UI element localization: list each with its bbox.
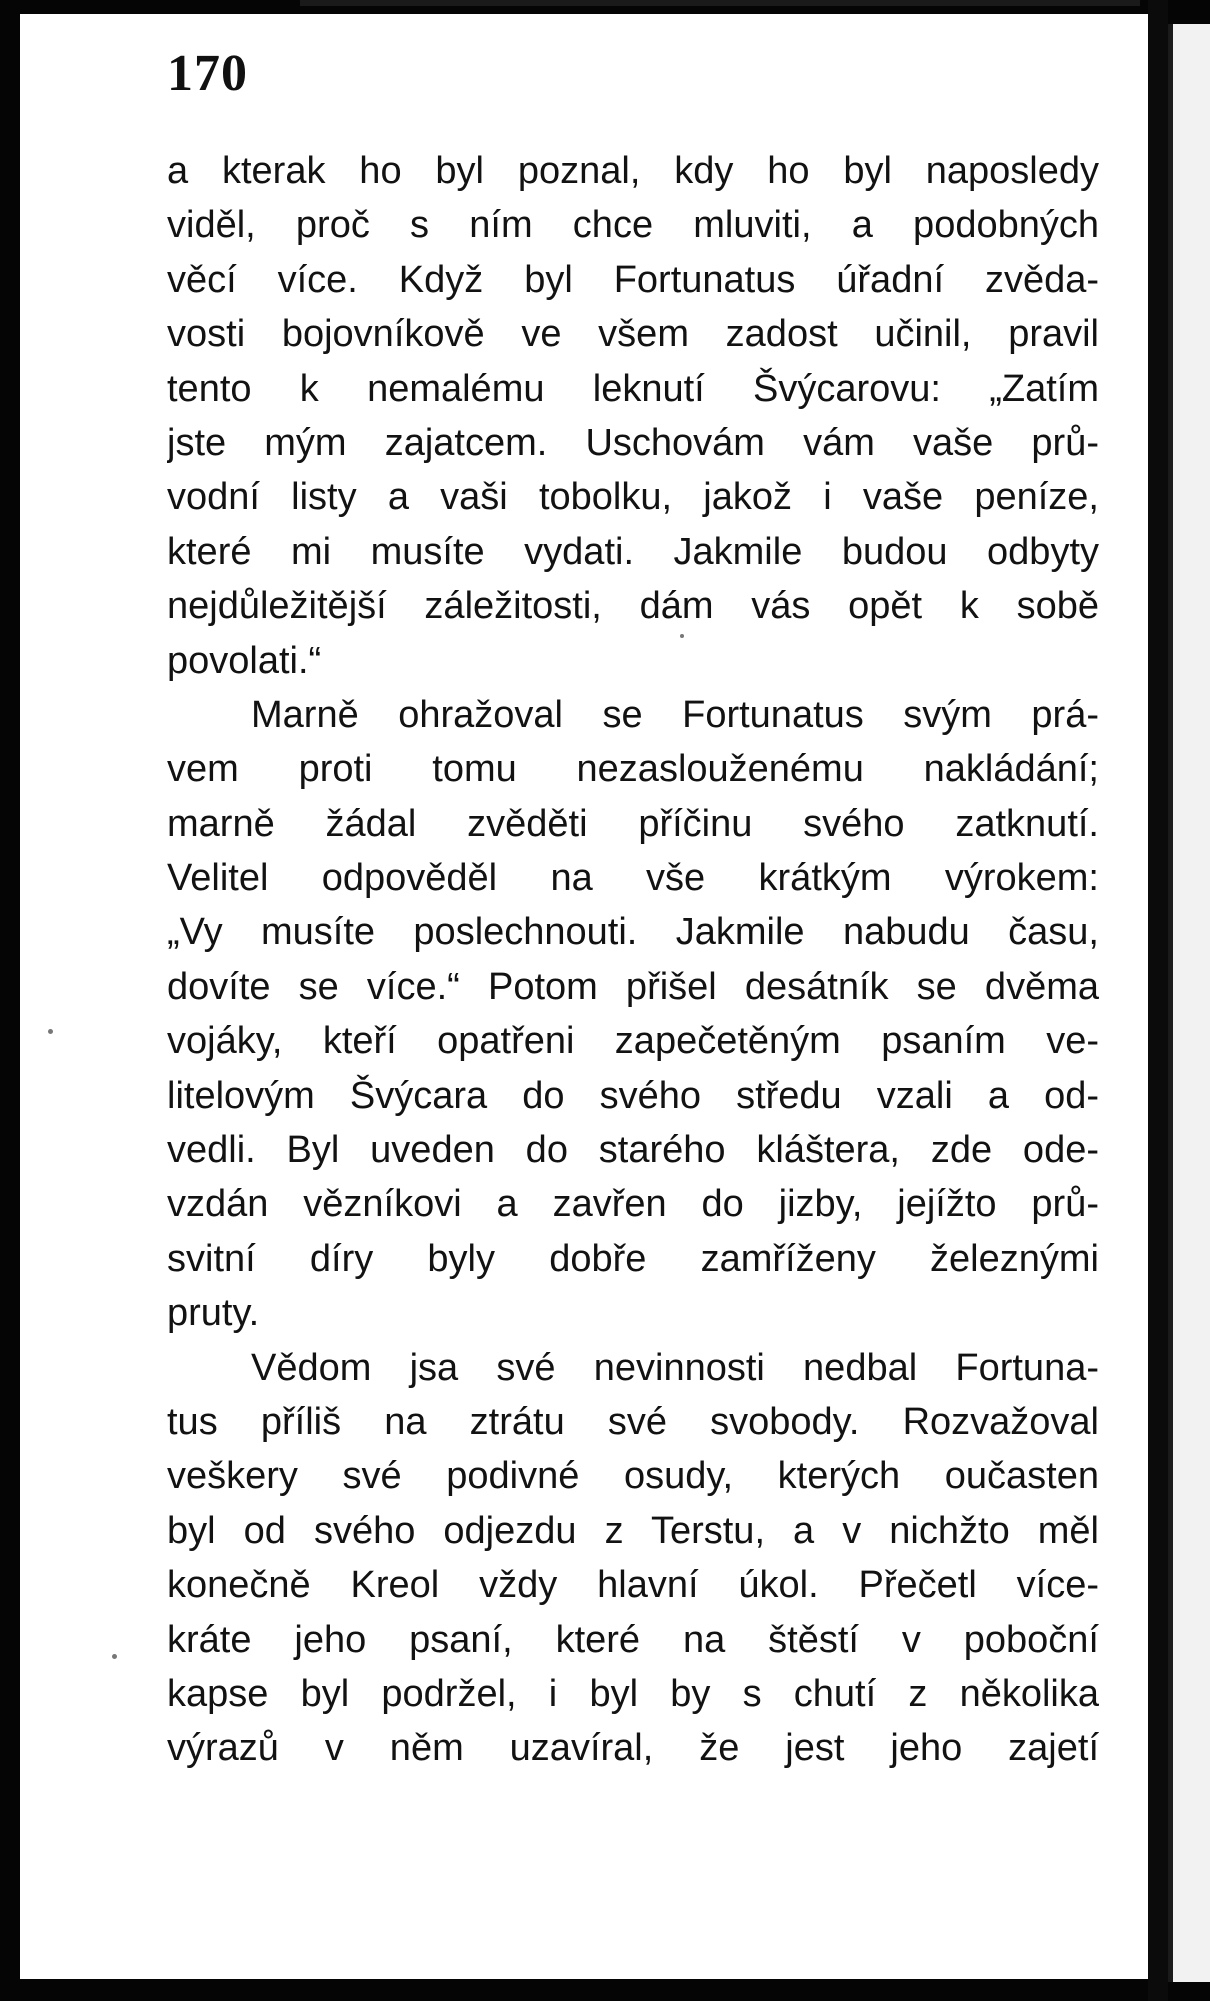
- text-line: marně žádal zvěděti příčinu svého zatknutí.: [167, 802, 1099, 845]
- text-line: pruty.: [167, 1292, 260, 1335]
- text-line: vosti bojovníkově ve všem zadost učinil, pravil: [167, 313, 1099, 356]
- text-line: které mi musíte vydati. Jakmile budou odbyty: [167, 530, 1099, 573]
- text-line: jste mým zajatcem. Uschovám vám vaše prů-: [167, 421, 1099, 464]
- text-line: vojáky, kteří opatřeni zapečetěným psaním ve-: [167, 1020, 1099, 1063]
- text-line: litelovým Švýcara do svého středu vzali a od-: [167, 1074, 1099, 1117]
- text-line: konečně Kreol vždy hlavní úkol. Přečetl více-: [167, 1564, 1099, 1607]
- text-line: kapse byl podržel, i byl by s chutí z několika: [167, 1672, 1099, 1715]
- text-line: vem proti tomu nezaslouženému nakládání;: [167, 748, 1099, 791]
- paper-speck: [112, 1654, 117, 1659]
- text-line: kráte jeho psaní, které na štěstí v poboční: [167, 1618, 1099, 1661]
- text-line: tento k nemalému leknutí Švýcarovu: „Zatím: [167, 367, 1099, 410]
- page-number: 170: [167, 45, 248, 102]
- paragraph-first-line: Marně ohražoval se Fortunatus svým prá-: [251, 693, 1099, 736]
- text-line: viděl, proč s ním chce mluviti, a podobných: [167, 204, 1099, 247]
- text-line: svitní díry byly dobře zamříženy železnými: [167, 1237, 1099, 1280]
- text-line: „Vy musíte poslechnouti. Jakmile nabudu času,: [167, 911, 1099, 954]
- book-page: [20, 14, 1148, 1979]
- page-gutter-shadow: [1148, 0, 1168, 2001]
- text-line: a kterak ho byl poznal, kdy ho byl naposledy: [167, 150, 1099, 192]
- text-line: Velitel odpověděl na vše krátkým výrokem:: [167, 857, 1099, 900]
- paper-speck: [680, 634, 684, 638]
- text-line: vedli. Byl uveden do starého kláštera, zde ode-: [167, 1129, 1099, 1172]
- body-text: [167, 144, 1099, 1776]
- text-line: výrazů v něm uzavíral, že jest jeho zajetí: [167, 1727, 1099, 1770]
- text-line: tus příliš na ztrátu své svobody. Rozvažoval: [167, 1400, 1099, 1443]
- text-line: dovíte se více.“ Potom přišel desátník se dvěma: [167, 965, 1099, 1008]
- text-line: věcí více. Když byl Fortunatus úřadní zvěda-: [167, 258, 1099, 301]
- text-line: nejdůležitější záležitosti, dám vás opět k sobě: [167, 585, 1099, 628]
- paragraph-first-line: Vědom jsa své nevinnosti nedbal Fortuna-: [251, 1346, 1099, 1389]
- text-line: vodní listy a vaši tobolku, jakož i vaše peníze,: [167, 476, 1099, 519]
- text-line: povolati.“: [167, 639, 322, 682]
- paper-speck: [48, 1029, 53, 1034]
- scan-top-shadow: [300, 0, 1140, 6]
- text-line: byl od svého odjezdu z Terstu, a v nichžto měl: [167, 1509, 1099, 1552]
- adjacent-page-edge: [1168, 24, 1210, 1982]
- text-line: vzdán vězníkovi a zavřen do jizby, jejížto prů-: [167, 1183, 1099, 1226]
- text-line: veškery své podivné osudy, kterých oučasten: [167, 1455, 1099, 1498]
